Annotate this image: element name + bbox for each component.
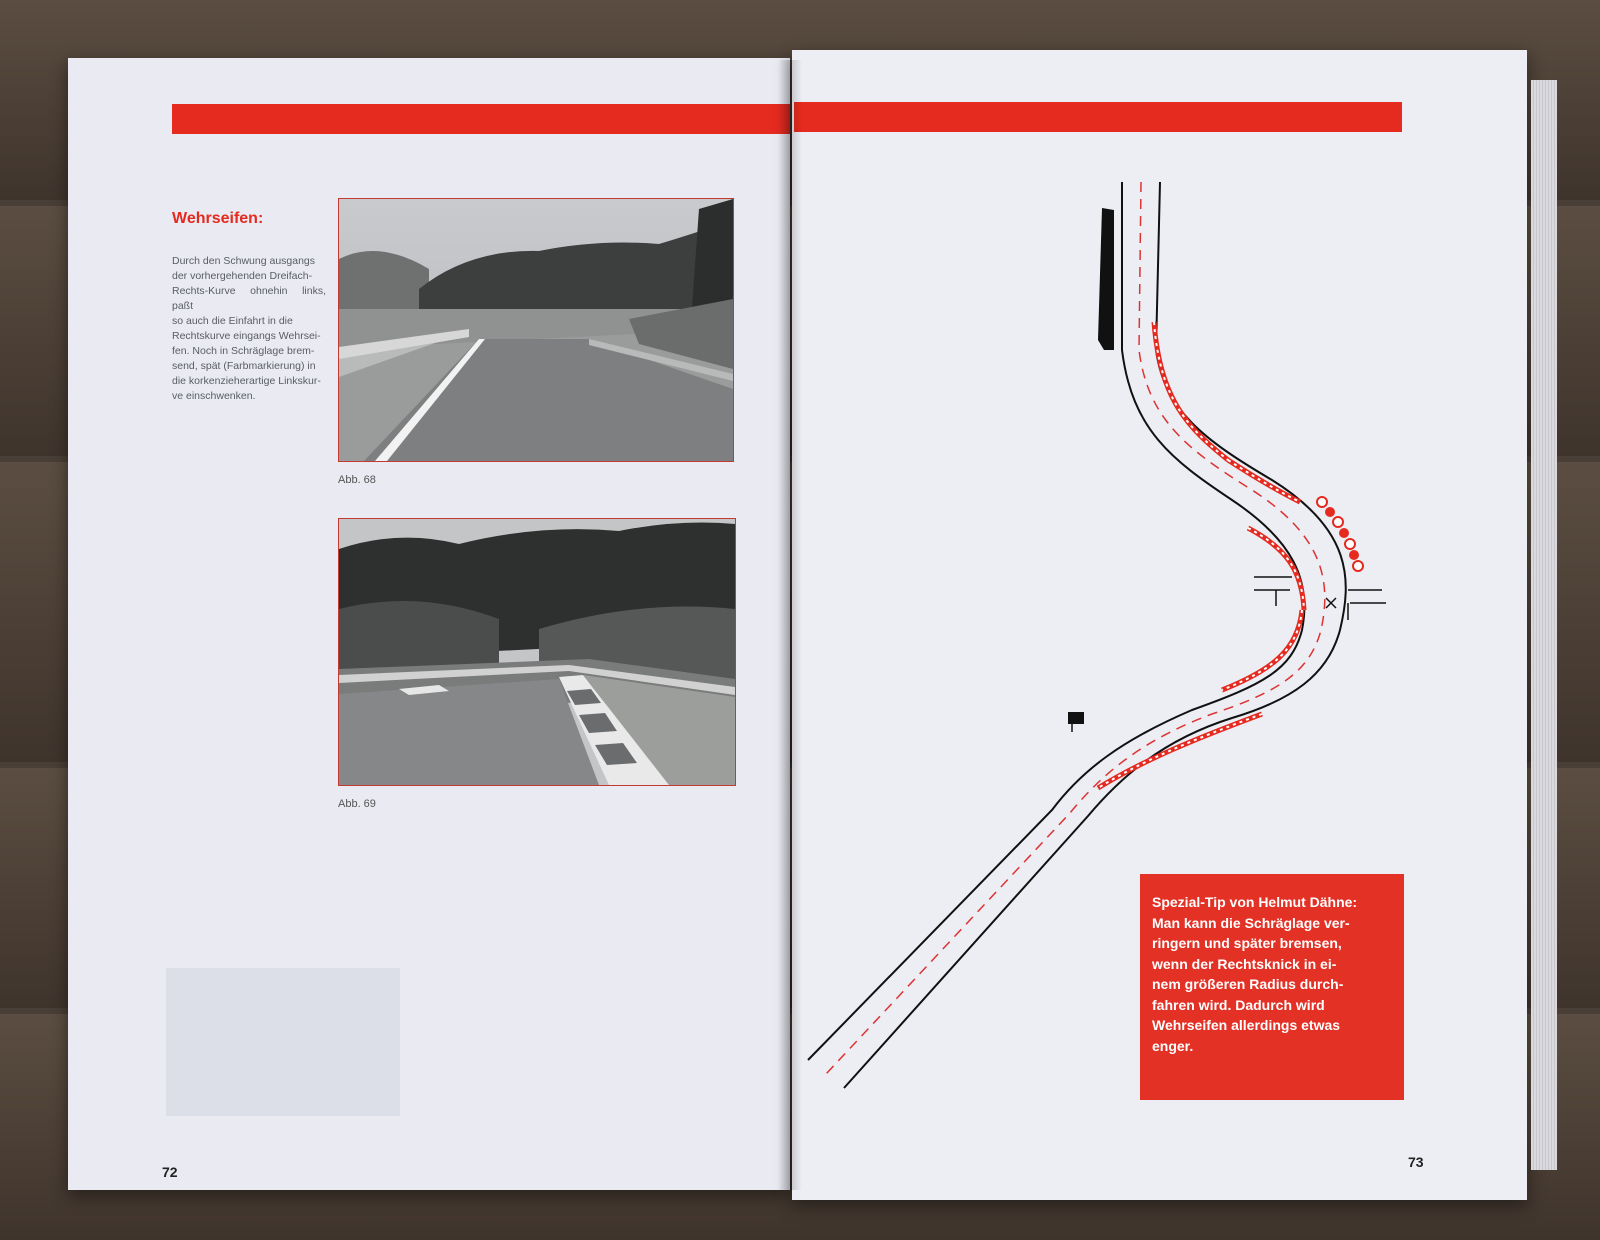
faded-print-area [166,968,400,1116]
tip-line: ringern und später bremsen, [1152,935,1342,951]
section-heading: Wehrseifen: [172,210,264,227]
caption-abb-69: Abb. 69 [338,798,376,810]
tip-line: Spezial-Tip von Helmut Dähne: [1152,894,1358,910]
tip-line: nem größeren Radius durch- [1152,976,1344,992]
book-gutter [778,60,802,1190]
page-edges [1531,80,1557,1170]
page-number: 72 [162,1164,178,1180]
page-number: 73 [1408,1154,1424,1170]
body-text [172,254,326,404]
tip-line: Man kann die Schräglage ver- [1152,914,1350,931]
caption-abb-68: Abb. 68 [338,474,376,486]
left-page [68,58,790,1190]
photo-abb-68 [338,198,734,462]
special-tip-box [1140,874,1404,1100]
tip-line: enger. [1152,1037,1194,1054]
photo-abb-69 [338,518,736,786]
body-line: ve einschwenken. [172,390,256,402]
header-bar [172,104,790,134]
body-line: fen. Noch in Schräglage brem- [172,345,315,357]
body-line: Rechtskurve eingangs Wehrsei- [172,330,321,342]
tip-line: wenn der Rechtsknick in ei- [1152,955,1337,972]
right-page [792,50,1527,1200]
body-line: so auch die Einfahrt in die [172,315,293,327]
tip-line: fahren wird. Dadurch wird [1152,996,1325,1013]
body-line: send, spät (Farbmarkierung) in [172,360,316,372]
body-line: die korkenzieherartige Linkskur- [172,375,321,387]
tip-line: Wehrseifen allerdings etwas [1152,1017,1341,1033]
body-line: der vorhergehenden Dreifach- [172,270,313,282]
body-line: Durch den Schwung ausgangs [172,255,316,267]
body-line: Rechts-Kurve ohnehin links, paßt [172,285,326,312]
